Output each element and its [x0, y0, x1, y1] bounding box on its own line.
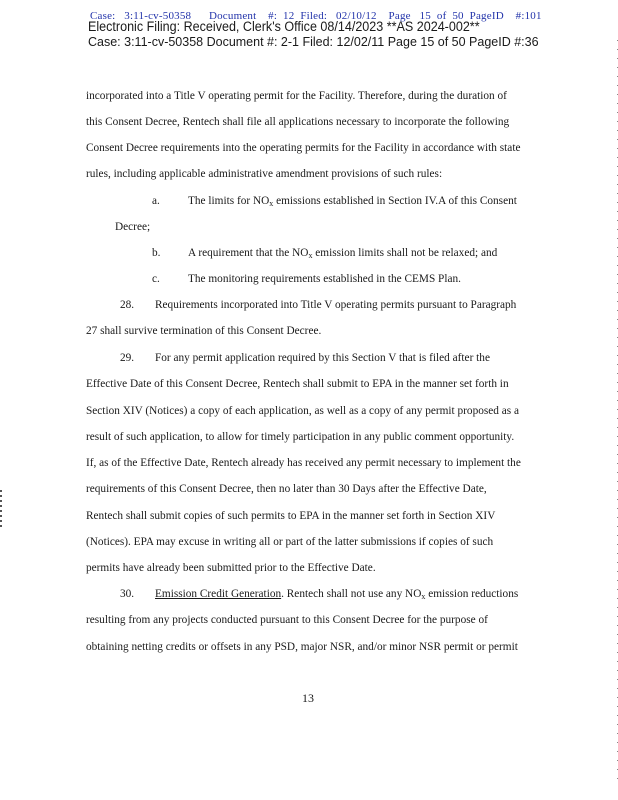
body-line: permits have already been submitted prior to the Effective Date. — [86, 562, 376, 574]
paragraph-number: 29. — [120, 352, 135, 364]
body-line: incorporated into a Title V operating permit for the Facility. Therefore, during the duration of — [86, 90, 507, 102]
body-line: Emission Credit Generation. Rentech shall not use any $NO_x$ emission reductions — [155, 588, 519, 601]
paragraph-number: 30. — [120, 588, 135, 600]
list-item-continuation: Decree; — [115, 221, 151, 233]
body-line: Effective Date of this Consent Decree, Rentech shall submit to EPA in the manner set forth in — [86, 378, 509, 390]
paragraph-number: 28. — [120, 299, 135, 311]
section-heading: Emission Credit Generation — [155, 588, 282, 600]
list-item-text: The limits for $NO_x$ emissions established in Section IV.A of this Consent — [188, 195, 517, 208]
body-line: resulting from any projects conducted pursuant to this Consent Decree for the purpose of — [86, 614, 488, 626]
body-line: 27 shall survive termination of this Consent Decree. — [86, 325, 322, 337]
body-line: If, as of the Effective Date, Rentech already has received any permit necessary to implement the — [86, 457, 521, 469]
body-line: this Consent Decree, Rentech shall file all applications necessary to incorporate the following — [86, 116, 510, 128]
list-item-text: The monitoring requirements established in the CEMS Plan. — [188, 273, 461, 285]
body-line: Rentech shall submit copies of such permits to EPA in the manner set forth in Section XIV — [86, 510, 496, 522]
body-line: Requirements incorporated into Title V operating permits pursuant to Paragraph — [155, 299, 517, 311]
scan-edge-mark — [0, 490, 2, 530]
court-filing-stamp: Case: 3:11-cv-50358 Document #: 12 Filed: 02/10/12 Page 15 of 50 PageID #:101 — [90, 10, 542, 22]
body-line: rules, including applicable administrative amendment provisions of such rules: — [86, 168, 443, 180]
body-line: obtaining netting credits or offsets in any PSD, major NSR, and/or minor NSR permit or permit — [86, 641, 518, 653]
case-header-line: Case: 3:11-cv-50358 Document #: 2-1 Filed: 12/02/11 Page 15 of 50 PageID #:36 — [88, 35, 539, 49]
body-line: For any permit application required by this Section V that is filed after the — [155, 352, 490, 364]
list-item-text: A requirement that the $NO_x$ emission limits shall not be relaxed; and — [188, 247, 498, 260]
body-line: requirements of this Consent Decree, then no later than 30 Days after the Effective Date, — [86, 483, 487, 495]
page-number: 13 — [302, 691, 314, 705]
body-line: Section XIV (Notices) a copy of each application, as well as a copy of any permit proposed as a — [86, 405, 520, 417]
body-line: Consent Decree requirements into the operating permits for the Facility in accordance with state — [86, 142, 521, 154]
list-item-letter: b. — [152, 247, 161, 259]
electronic-filing-receipt: Electronic Filing: Received, Clerk's Office 08/14/2023 **AS 2024-002** — [88, 19, 480, 34]
list-item-letter: c. — [152, 273, 160, 285]
body-line: result of such application, to allow for timely participation in any public comment opportunity. — [86, 431, 515, 443]
body-line: (Notices). EPA may excuse in writing all or part of the latter submissions if copies of such — [86, 536, 494, 548]
list-item-letter: a. — [152, 195, 160, 207]
